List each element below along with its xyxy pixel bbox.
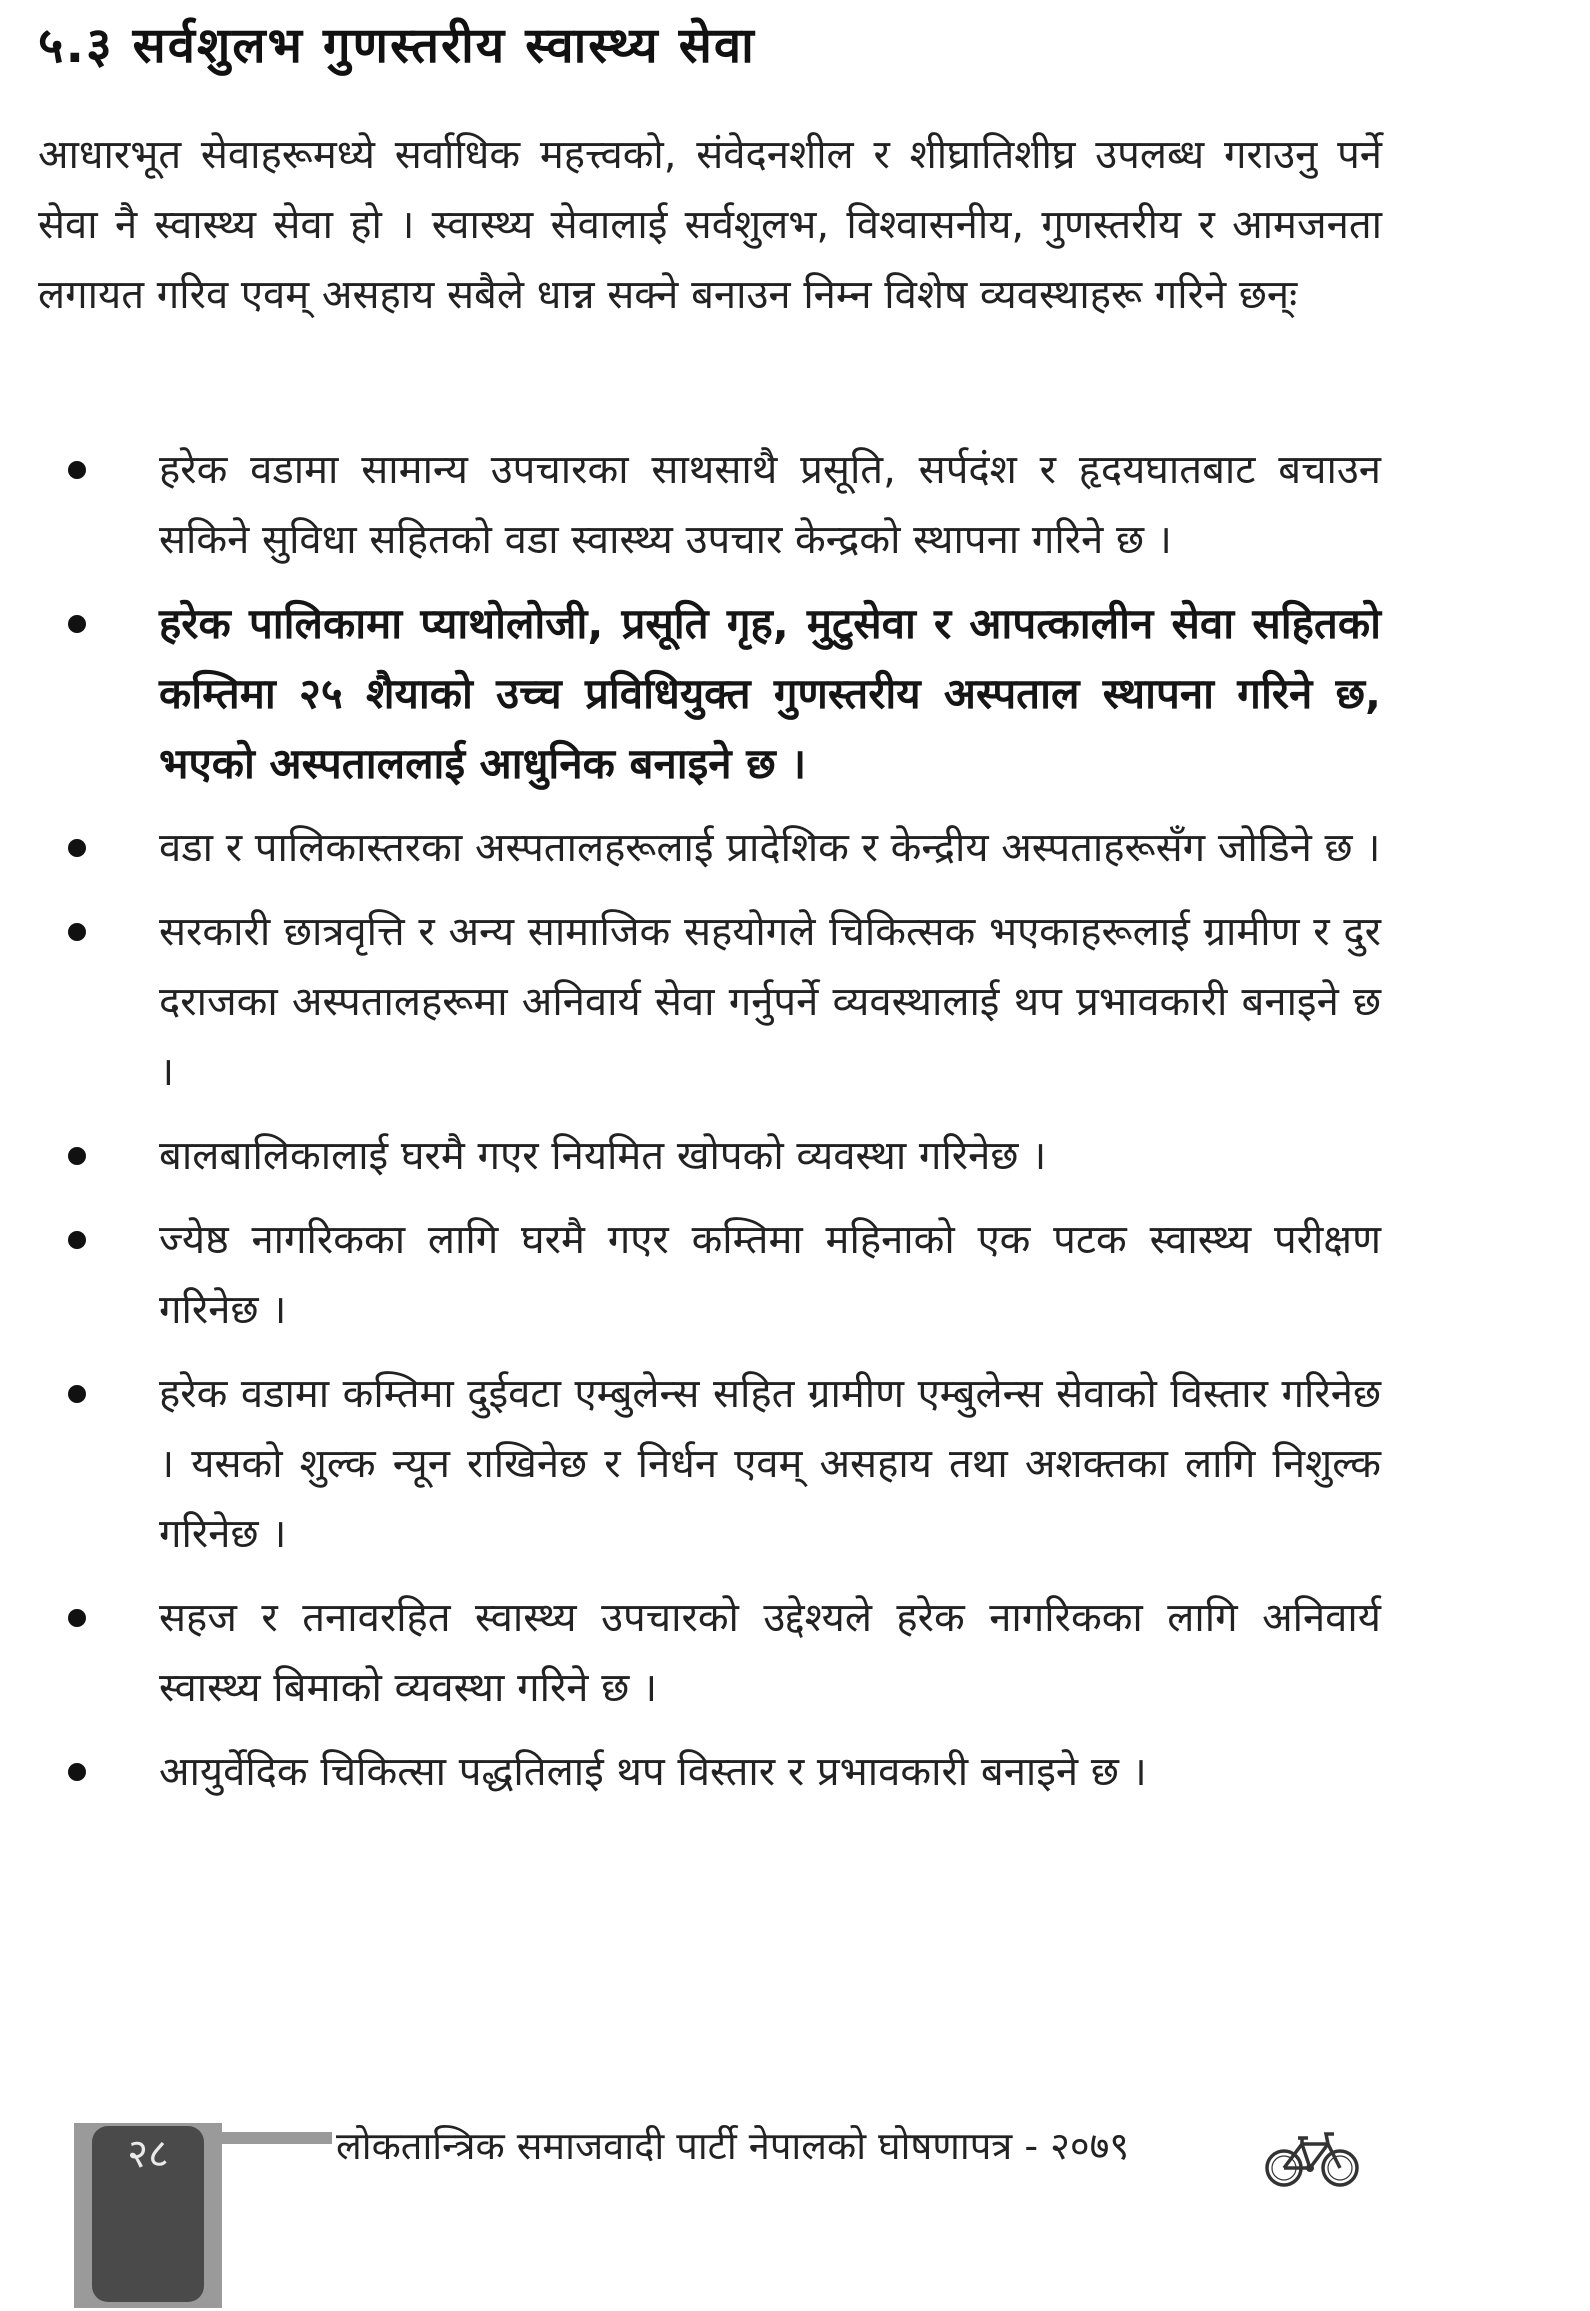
list-item-text: हरेक वडामा कम्तिमा दुईवटा एम्बुलेन्स सहित ग्रामीण एम्बुलेन्स सेवाको विस्तार गरिनेछ । यसको शुल्क न्यून राखिनेछ र निर्धन एवम् असहाय तथा अशक्तका लागि निशुल्क गरिनेछ । [159, 1371, 1381, 1557]
list-item-text: बालबालिकालाई घरमै गएर नियमित खोपको व्यवस्था गरिनेछ । [159, 1133, 1047, 1179]
footer-rule [222, 2132, 332, 2144]
bullet-icon [68, 1763, 86, 1781]
list-item [0, 1583, 1381, 1723]
intro-paragraph: आधारभूत सेवाहरूमध्ये सर्वाधिक महत्त्वको, संवेदनशील र शीघ्रातिशीघ्र उपलब्ध गराउनु पर्ने सेवा नै स्वास्थ्य सेवा हो । स्वास्थ्य सेवालाई सर्वशुलभ, विश्वासनीय, गुणस्तरीय र आमजनता लगायत गरिव एवम् असहाय सबैले धान्न सक्ने बनाउन निम्न विशेष व्यवस्थाहरू गरिने छन्ः [38, 132, 1382, 318]
list-item [0, 813, 1381, 883]
list-item [0, 589, 1381, 799]
list-item-text: हरेक वडामा सामान्य उपचारका साथसाथै प्रसूति, सर्पदंश र हृदयघातबाट बचाउन सकिने सुविधा सहितको वडा स्वास्थ्य उपचार केन्द्रको स्थापना गरिने छ । [159, 447, 1381, 563]
bullet-icon [68, 1609, 86, 1627]
bullet-list [0, 435, 1590, 1821]
list-item-text: ज्येष्ठ नागरिकका लागि घरमै गएर कम्तिमा महिनाको एक पटक स्वास्थ्य परीक्षण गरिनेछ । [159, 1217, 1381, 1333]
footer-title: लोकतान्त्रिक समाजवादी पार्टी नेपालको घोषणापत्र - २०७९ [336, 2124, 1130, 2168]
list-item-text: वडा र पालिकास्तरका अस्पतालहरूलाई प्रादेशिक र केन्द्रीय अस्पताहरूसँग जोडिने छ । [159, 825, 1381, 871]
bullet-icon [68, 1385, 86, 1403]
page-number: २८ [127, 2131, 169, 2177]
list-item-text: सरकारी छात्रवृत्ति र अन्य सामाजिक सहयोगले चिकित्सक भएकाहरूलाई ग्रामीण र दुर दराजका अस्पतालहरूमा अनिवार्य सेवा गर्नुपर्ने व्यवस्थालाई थप प्रभावकारी बनाइने छ । [159, 909, 1381, 1095]
bullet-icon [68, 1231, 86, 1249]
list-item-text: हरेक पालिकामा प्याथोलोजी, प्रसूति गृह, मुटुसेवा र आपत्कालीन सेवा सहितको कम्तिमा २५ शैयाको उच्च प्रविधियुक्त गुणस्तरीय अस्पताल स्थापना गरिने छ, भएको अस्पताललाई आधुनिक बनाइने छ । [159, 599, 1381, 788]
bullet-icon [68, 461, 86, 479]
list-item-text: सहज र तनावरहित स्वास्थ्य उपचारको उद्देश्यले हरेक नागरिकका लागि अनिवार्य स्वास्थ्य बिमाको व्यवस्था गरिने छ । [159, 1595, 1381, 1711]
list-item-text: आयुर्वेदिक चिकित्सा पद्धतिलाई थप विस्तार र प्रभावकारी बनाइने छ । [159, 1749, 1147, 1795]
list-item [0, 1737, 1389, 1807]
bicycle-icon [1262, 2128, 1362, 2190]
bullet-icon [68, 923, 86, 941]
section-heading: ५.३ सर्वशुलभ गुणस्तरीय स्वास्थ्य सेवा [38, 17, 756, 74]
list-item [0, 897, 1381, 1107]
list-item [0, 1205, 1381, 1345]
list-item [0, 1359, 1381, 1569]
bullet-icon [68, 615, 86, 633]
list-item [0, 435, 1381, 575]
list-item [0, 1121, 1381, 1191]
bullet-icon [68, 839, 86, 857]
bullet-icon [68, 1147, 86, 1165]
